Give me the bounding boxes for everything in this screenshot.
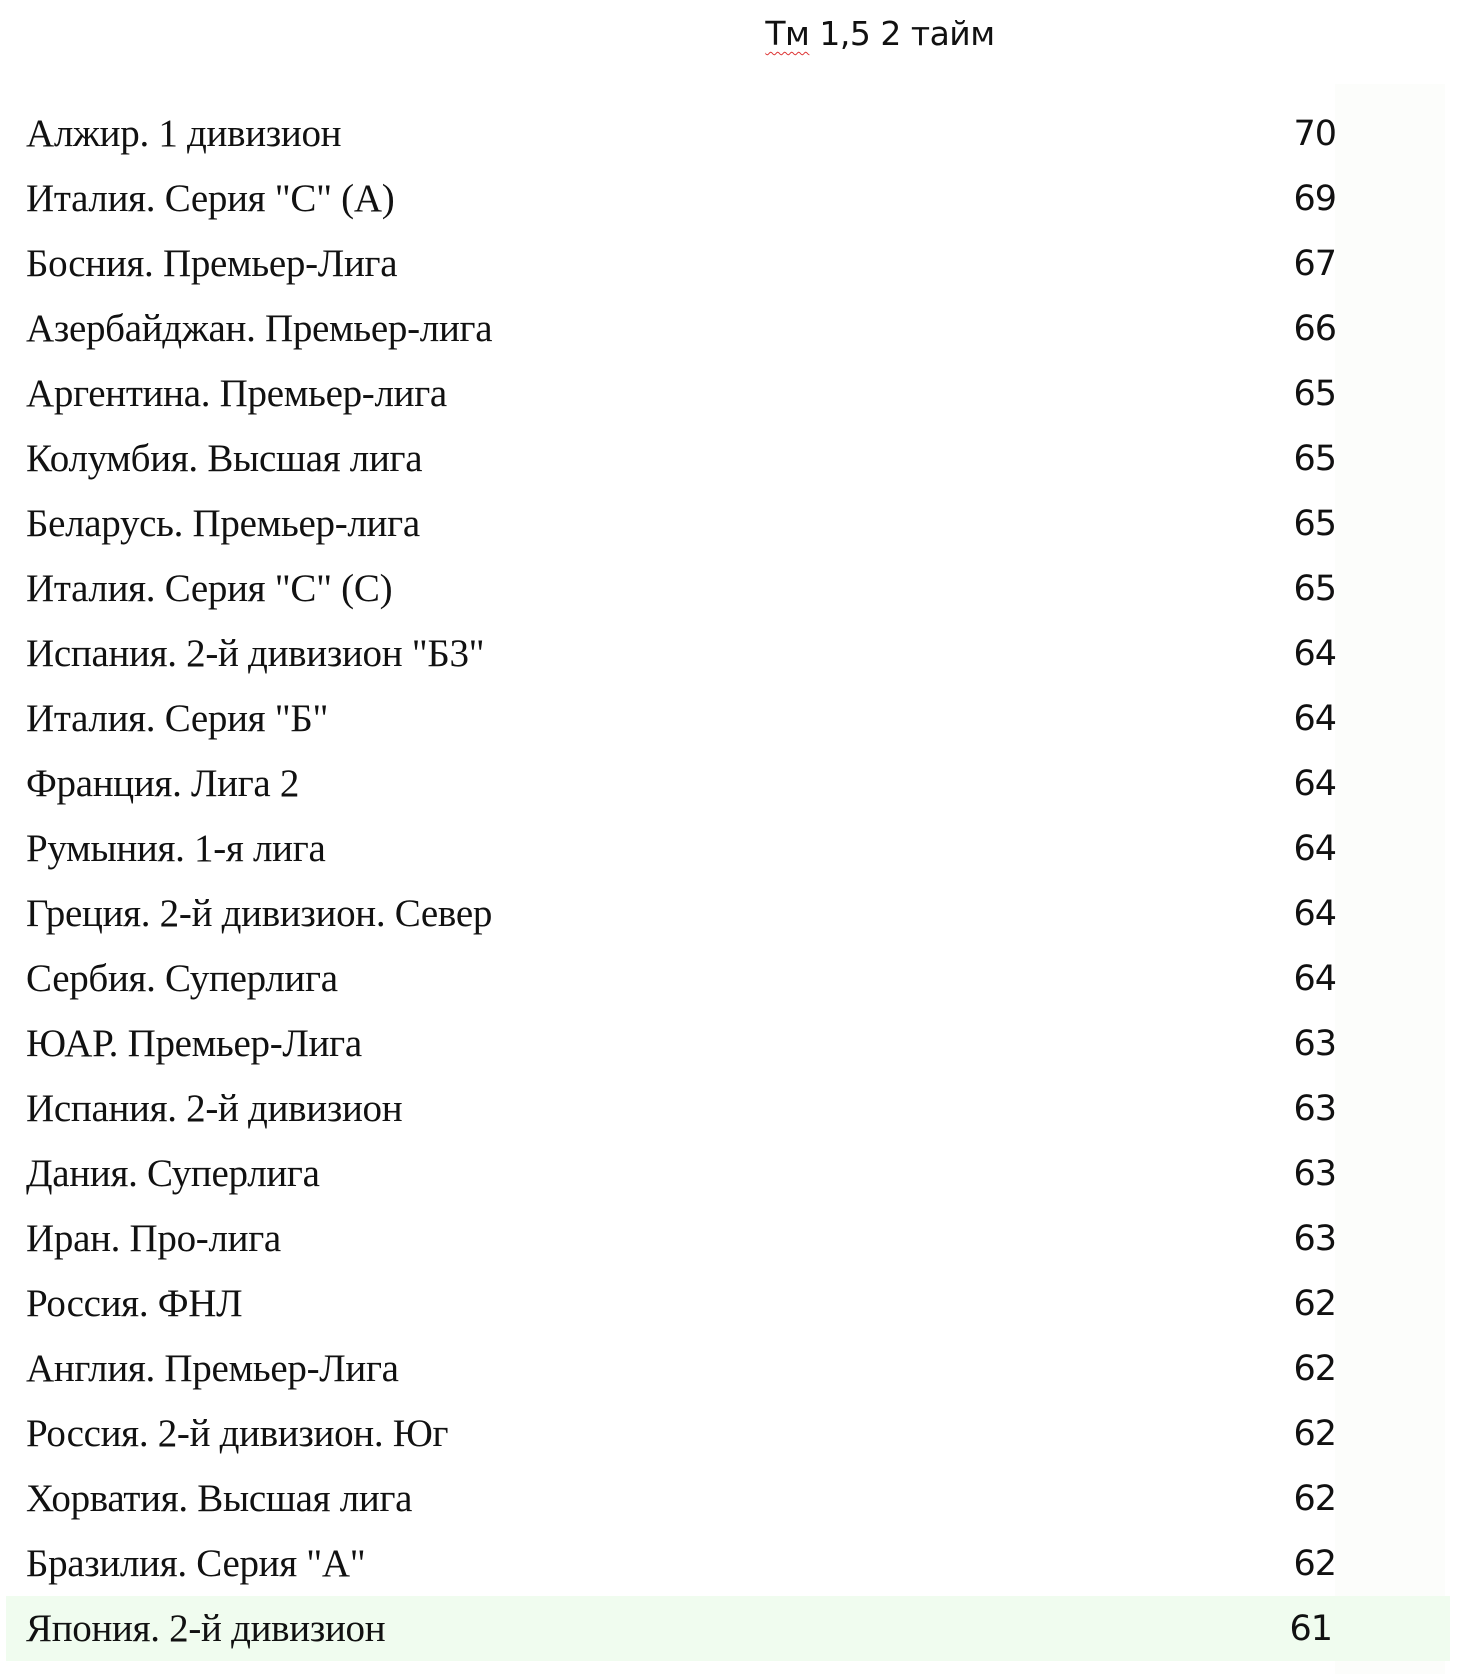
league-name: Италия. Серия "С" (А) — [26, 177, 395, 220]
table-row — [0, 166, 1460, 231]
league-name: Греция. 2-й дивизион. Север — [26, 892, 493, 935]
league-value: 65 — [1293, 503, 1336, 544]
title-text: 1,5 2 тайм — [809, 14, 995, 53]
league-name: Хорватия. Высшая лига — [26, 1477, 413, 1520]
table-row — [0, 686, 1460, 751]
table-row — [0, 881, 1460, 946]
table-row — [0, 1466, 1460, 1531]
table-row — [0, 1531, 1460, 1596]
table-row — [0, 621, 1460, 686]
league-name: Испания. 2-й дивизион — [26, 1087, 403, 1130]
league-value: 64 — [1293, 828, 1336, 869]
league-value: 64 — [1293, 958, 1336, 999]
league-name: Азербайджан. Премьер-лига — [26, 307, 493, 350]
league-name: Англия. Премьер-Лига — [26, 1347, 399, 1390]
league-name: Россия. 2-й дивизион. Юг — [26, 1412, 449, 1455]
league-name: Италия. Серия "Б" — [26, 697, 329, 740]
table-row — [0, 1206, 1460, 1271]
league-name: Франция. Лига 2 — [26, 762, 300, 805]
league-value: 61 — [1289, 1608, 1332, 1649]
league-name: Румыния. 1-я лига — [26, 827, 326, 870]
table-row — [0, 751, 1460, 816]
table-row — [0, 491, 1460, 556]
league-value: 65 — [1293, 568, 1336, 609]
league-name: Бразилия. Серия "А" — [26, 1542, 366, 1585]
league-value: 65 — [1293, 438, 1336, 479]
league-name: Испания. 2-й дивизион "Б3" — [26, 632, 485, 675]
league-value: 64 — [1293, 893, 1336, 934]
league-value: 64 — [1293, 633, 1336, 674]
table-row — [0, 1336, 1460, 1401]
league-value: 65 — [1293, 373, 1336, 414]
league-value: 62 — [1293, 1543, 1336, 1584]
league-value: 67 — [1293, 243, 1336, 284]
table-row — [0, 361, 1460, 426]
table-row — [0, 1271, 1460, 1336]
league-value: 63 — [1293, 1218, 1336, 1259]
league-name: Босния. Премьер-Лига — [26, 242, 398, 285]
league-name: Алжир. 1 дивизион — [26, 112, 342, 155]
league-name: Россия. ФНЛ — [26, 1282, 243, 1325]
document-title — [0, 14, 1460, 53]
table-row — [0, 1401, 1460, 1466]
table-row — [0, 1141, 1460, 1206]
league-name: Япония. 2-й дивизион — [26, 1607, 386, 1650]
league-value: 62 — [1293, 1348, 1336, 1389]
title-misspelled-word: Тм — [765, 14, 810, 53]
league-name: Иран. Про-лига — [26, 1217, 281, 1260]
league-value: 63 — [1293, 1153, 1336, 1194]
league-value: 62 — [1293, 1413, 1336, 1454]
league-table — [0, 101, 1460, 1661]
league-value: 66 — [1293, 308, 1336, 349]
league-value: 63 — [1293, 1023, 1336, 1064]
league-value: 63 — [1293, 1088, 1336, 1129]
league-name: Колумбия. Высшая лига — [26, 437, 423, 480]
table-row — [0, 101, 1460, 166]
table-row — [0, 426, 1460, 491]
league-value: 64 — [1293, 698, 1336, 739]
table-row — [0, 1011, 1460, 1076]
table-row — [0, 296, 1460, 361]
table-row — [0, 556, 1460, 621]
league-value: 70 — [1293, 113, 1336, 154]
league-name: Беларусь. Премьер-лига — [26, 502, 420, 545]
league-name: Италия. Серия "С" (С) — [26, 567, 393, 610]
table-row — [0, 816, 1460, 881]
league-value: 69 — [1293, 178, 1336, 219]
league-name: Аргентина. Премьер-лига — [26, 372, 447, 415]
league-value: 64 — [1293, 763, 1336, 804]
table-row — [0, 231, 1460, 296]
table-row-highlighted — [6, 1596, 1450, 1661]
league-name: Дания. Суперлига — [26, 1152, 320, 1195]
table-row — [0, 946, 1460, 1011]
league-value: 62 — [1293, 1478, 1336, 1519]
league-name: Сербия. Суперлига — [26, 957, 338, 1000]
league-value: 62 — [1293, 1283, 1336, 1324]
league-name: ЮАР. Премьер-Лига — [26, 1022, 362, 1065]
table-row — [0, 1076, 1460, 1141]
